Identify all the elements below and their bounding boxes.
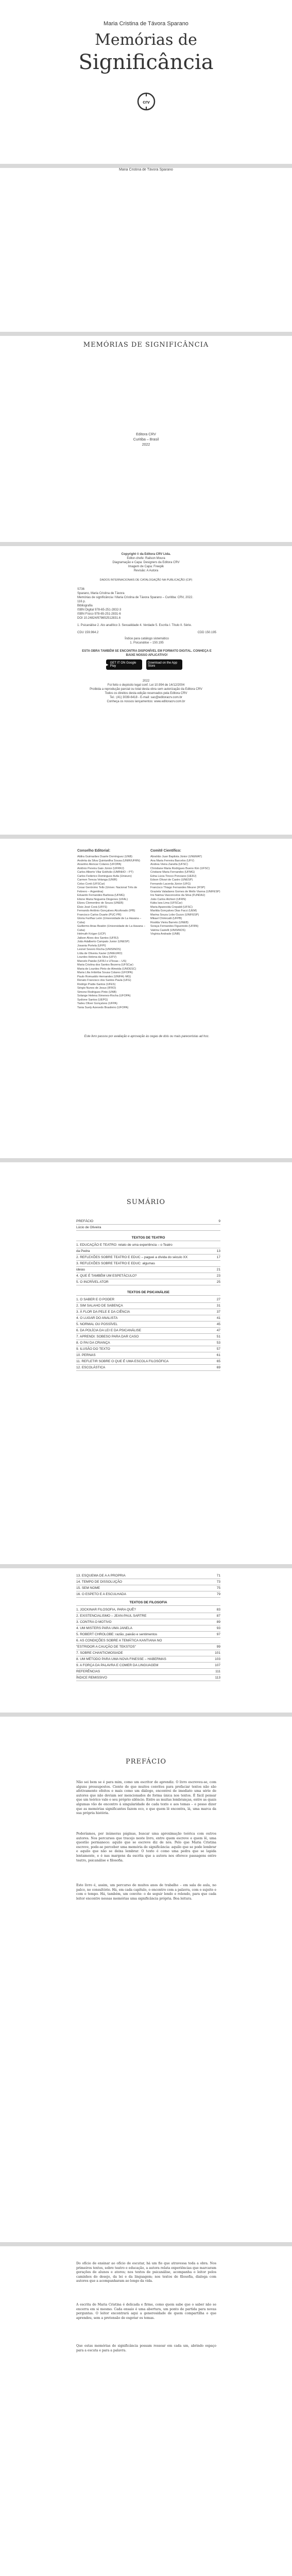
preface-paragraph: Que estas memórias de significância possam ressoar em cada um, abrindo espaço para a escuta e para a palavra. (76, 2344, 216, 2352)
council-member: Rodrigo Pratte-Santos (UFES) (77, 982, 116, 986)
council-member: Ana Maria Ferreira Barcelos (UFV) (150, 859, 194, 862)
council-member: Maria Lília Imbiriba Sousa Colares (UFOPA) (77, 971, 133, 974)
keywords: 1. Psicanálise 2. Ato analítico 3. Sexualidade 4. Verdade 5. Escrita I. Título II. Série. (77, 624, 192, 627)
toc-entry-label: 5. NORMAL OU POSSÍVEL (76, 1323, 118, 1326)
toc-entry-label: 6. AS CONDIÇÕES SOBRE A TEMÁTICA KANTIANA NO (76, 1639, 162, 1642)
council-member: Paulo Romualdo Hernandes (UNIFAL-MG) (77, 975, 131, 978)
toc-entry-label: 9. ILUSÃO DO TEXTO (76, 1347, 110, 1351)
index-title: Índice para catálogo sistemático (125, 637, 169, 640)
council-member: Abrahão Juan Baptista Júnior (UNEMAT) (150, 855, 202, 858)
app-store-label: Download on the App Store (148, 662, 178, 668)
council-member: Andréia da Silva Quintanilha Sousa (UNIR/UFRN) (77, 859, 140, 862)
council-member: Jailson Alves dos Santos (UFRJ) (77, 936, 119, 940)
council-member: Carlos Alberto Vilar Estêvão (UMINHO – PT) (77, 871, 134, 874)
toc-entry[interactable] (76, 1328, 220, 1334)
toc-entry-label: ideias (76, 1268, 85, 1272)
toc-entry-page: 17 (216, 1256, 220, 1259)
toc-entry-page: 71 (216, 1574, 220, 1578)
toc-entry-page: 89 (216, 1620, 220, 1624)
council-member: Fernando Antônio Gonçalves Alcoforado (IPB) (77, 909, 135, 912)
cip-line: ISBN Digital 978-65-251-2832-3 (77, 608, 122, 612)
preface-paragraph: Poderíamos, por inúmeras páginas, buscar uma aproximação teórica com outros autores. Nos percursos que tracejo neste livro, entre quem escreve e quem lê, uma questão permanece: aquilo que se escreve diz de nós. Pelo que Maria Cristina escreve, pode-se perceber uma memória de significância: aquilo que se pode lembrar e aquilo que não se deixa lembrar. O texto é como uma pedra que se lapida lentamente, e é nas margens da escrita que a autora nos oferece passagens entre teatro, psicanálise e filosofia. (76, 1832, 216, 1862)
toc-entry[interactable] (76, 1614, 220, 1619)
council-member: Lourdes Helena da Silva (UFV) (77, 956, 117, 959)
title-page (0, 336, 292, 542)
council-member: Solange Helena Ximenes-Rocha (UFOPA) (77, 994, 131, 997)
scientific-committee-list (150, 855, 220, 937)
store-note: ESTA OBRA TAMBÉM SE ENCONTRA DISPONÍVEL EM FORMATO DIGITAL. CONHEÇA E BAIXE NOSSO APLICATIVO! (82, 650, 212, 657)
toc-entry-label: 1. JOCKINAR FILOSOFIA, PARA QUÊ? (76, 1608, 136, 1612)
council-member: Elizeu Clementino de Souza (UNEB) (77, 902, 124, 905)
toc-entry-label: "ESTRIDOR A CAUÇÃO DE TEKSTOS" (76, 1645, 136, 1649)
toc-entry[interactable] (76, 1638, 220, 1644)
toc-entry-label: 4. UM MISTERS PARA UMA JANELA (76, 1626, 132, 1630)
rights-line: Tel.: (41) 3039-6418 - E-mail: sac@editoracrv.com.br (110, 696, 182, 699)
rights-line: Foi feito o depósito legal conf. Lei 10.994 de 14/12/2004 (107, 684, 185, 687)
google-play-badge[interactable] (106, 659, 142, 670)
council-member: Fernando Lacerda Júnior (UFG) (150, 882, 191, 886)
council-member: Soraya Fernandes Figueiredo (UFRN) (150, 925, 199, 928)
cip-line: S736 (77, 588, 85, 591)
toc-entry-page: 37 (216, 1310, 220, 1314)
toc-entry[interactable] (76, 1632, 220, 1638)
toc-entry[interactable] (76, 1243, 220, 1248)
toc-entry-label: 5. O INCRÍVEL ATOR (76, 1280, 109, 1284)
council-member: Cristiane Maria Fernandes (UFMG) (150, 871, 195, 874)
toc-entry[interactable] (76, 1645, 220, 1650)
toc-entry-page: 51 (216, 1335, 220, 1338)
preface-paragraph: Não sei bem se é para mim, como um escritor de aprendiz. O livro escreveu-se, com alguns pressupostos. Ciente de que muitos convites para prefaciar textos não são afetivamente efeitos e mais como um diálogo, encontrei de imediato uma série de autores que não deviam ser mencionados de forma única nos textos. É fácil pensar que um teórico vale o seu próprio silêncio. Entre as muitas lembranças, entre as quais algumas vão de encontro à singularidade de cada texto e aos temas – e posso dizer que as memórias significantes fazem eco, e que quem lê encontra, lá, uma marca da sua própria história. (76, 1781, 216, 1816)
toc-section-heading: TEXTOS DE FILOSOFIA (76, 1600, 220, 1606)
toc-entry[interactable] (76, 1669, 220, 1675)
index-line: 1. Psicanálise – 150.195 (130, 641, 164, 645)
rights-line: Proibida a reprodução parcial ou total desta obra sem autorização da Editora CRV (90, 688, 202, 691)
toc-entry[interactable] (76, 1657, 220, 1663)
toc-entry[interactable] (76, 1322, 220, 1328)
toc-entry-label: 13. ESQUEMA DE A A PROPRIA (76, 1574, 126, 1578)
council-member: Christiane Maria Rodrigues Bueno Kim (UFSC) (150, 867, 210, 870)
toc-entry[interactable] (76, 1303, 220, 1309)
council-member: Marcelo Paixão (UFRJ e UTexas – US) (77, 959, 127, 963)
half-title-page (0, 168, 292, 332)
council-member: Josania Portela (UFPI) (77, 944, 106, 947)
publisher: Editora CRV (136, 433, 156, 436)
rights-line: 2022 (142, 680, 150, 683)
toc-entry[interactable] (76, 1316, 220, 1321)
toc-entry[interactable] (76, 1573, 220, 1579)
toc-entry-label: 1. EDUCAÇÃO E TEATRO: relato de uma experiência – o Teatro (76, 1243, 173, 1247)
council-member: Renato Francisco dos Santos Paula (UFG) (77, 979, 131, 982)
toc-entry-page: 83 (216, 1608, 220, 1612)
year: 2022 (142, 443, 150, 447)
toc-entry[interactable] (76, 1261, 220, 1267)
toc-entry-page: 107 (215, 1664, 220, 1667)
rights-line: Todos os direitos desta edição reservados pela Editora CRV (105, 692, 187, 695)
toc-entry-page: 53 (216, 1341, 220, 1345)
toc-entry[interactable] (76, 1341, 220, 1346)
book-title: MEMÓRIAS DE SIGNIFICÂNCIA (83, 341, 209, 349)
toc-entry-page: 69 (216, 1366, 220, 1369)
council-member: Edna Lúcia Tinoco Ponciano (UERJ) (150, 874, 197, 878)
toc-entry-page: 93 (216, 1626, 220, 1630)
toc-page-2 (0, 1568, 292, 1713)
toc-entry-label: 4. O LUGAR DO ANALISTA (76, 1316, 118, 1320)
toc-entry-page: 99 (216, 1645, 220, 1649)
toc-entry[interactable] (76, 1353, 220, 1359)
council-member: João Adalberto Campato Junior (UNESP) (77, 940, 130, 943)
toc-entry[interactable] (76, 1651, 220, 1656)
cip-block (77, 587, 216, 645)
toc-entry[interactable] (76, 1310, 220, 1315)
toc-entry[interactable] (76, 1347, 220, 1352)
council-member: Sydione Santos (UEPG) (77, 998, 108, 1002)
toc-entry-label: da Pedra (76, 1249, 90, 1253)
toc-entry-page: 45 (216, 1323, 220, 1326)
council-member: Francisco Carlos Duarte (PUC-PR) (77, 913, 122, 917)
toc-entry-label: 7. APRENDI: SOBESO PARA DAR CASO (76, 1335, 139, 1338)
crv-logo-icon (135, 91, 157, 112)
toc-section-heading: TEXTOS DE PSICANÁLISE (76, 1290, 220, 1296)
google-play-icon: ▶ (106, 663, 109, 667)
toc-entry-page: 101 (215, 1651, 220, 1655)
toc-entry-label: 6. DA POLÍCIA DA LEI E DA PSICANÁLISE (76, 1329, 142, 1332)
preface-paragraph: A escrita de Maria Cristina é delicada e firme, como quem sabe que o saber não se encerra em si mesmo. Cada ensaio é uma abertura, um ponto de partida para novas perguntas. O leitor encontrará aqui a generosidade de quem compartilha o que aprendeu, sem a pretensão de esgotar os temas. (76, 2303, 216, 2320)
toc-entry-page: 9 (218, 1219, 220, 1223)
toc-entry-label: 15. SEM NOME (76, 1586, 100, 1590)
peer-review-note: Este livro passou por avaliação e aprovação às cegas de dois ou mais pareceristas ad hoc. (84, 1035, 210, 1038)
council-member: Gloria Fariñas León (Universidade de La Havana – Cuba) (77, 917, 142, 924)
council-member: Edson Olivari de Castro (UNESP) (150, 878, 193, 882)
preface-page (0, 1717, 292, 2242)
toc-entry-page: 31 (216, 1304, 220, 1308)
revision: Revisão: A Autora (133, 569, 159, 572)
council-member: Valéria Castelli (UNISINOS) (150, 928, 186, 932)
google-play-label: GET IT ON Google Play (110, 662, 136, 668)
toc-entry-page: 25 (216, 1280, 220, 1284)
council-member: Celso Conti (UFSCar) (77, 882, 105, 886)
cover-author: Maria Cristina de Távora Sparano (104, 21, 188, 27)
council-member: Maria Aparecida Crepaldi (UFSC) (150, 905, 193, 909)
toc-entry-label: 14. TEMPO DE DISSOLUÇÃO (76, 1580, 123, 1584)
rights-line: Conheça os nossos lançamentos: www.editoracrv.com.br (107, 700, 185, 703)
council-member: Elione Maria Nogueira Diogenes (UFAL) (77, 897, 128, 901)
copyright-line: Copyright © da Editora CRV Ltda. (121, 553, 171, 556)
toc-entry-label: 3. REFLEXÕES SOBRE TEATRO E EDUC: algumas (76, 1262, 155, 1265)
toc-entry-page: 13 (216, 1249, 220, 1253)
half-title-author: Maria Cristina de Távora Sparano (119, 168, 173, 172)
toc-entry[interactable] (76, 1225, 220, 1231)
toc-entry-page: 73 (216, 1580, 220, 1584)
toc-entry-label: 2. REFLEXÕES SOBRE TEATRO E EDUC – paguei a dívida do século XX (76, 1256, 188, 1259)
toc-entry-label: 16. O ESPETO E A ESCULHADA (76, 1592, 127, 1596)
toc-entry-label: 7. SOBRE CHANTICMOSIADE (76, 1651, 123, 1655)
cdd: CDD 150.195 (197, 631, 216, 634)
svg-text:crv: crv (143, 99, 150, 105)
council-member: Aldira Guimarães Duarte Domínguez (UNB) (77, 855, 132, 858)
council-member: Lídia de Oliveira Xavier (UNIEURO) (77, 952, 123, 955)
cover-image-credit: Imagem de Capa: Freepik (128, 565, 164, 568)
cip-line: DOI 10.24824/978652512831.6 (77, 617, 121, 620)
preface-page-2 (0, 2246, 292, 2576)
toc-entry-label: 5. ROBERT CHROLOBE: razão, paixão e sentimentos (76, 1633, 158, 1636)
council-member: Carmen Tereza Velanga (UNIR) (77, 878, 117, 882)
council-member: Francisco Thiago Fernandes Meurer (IFSP) (150, 886, 205, 889)
council-member: Élsio José Corá (UFFS) (77, 905, 108, 909)
council-member: Tadeu Oliver Gonçalves (UFPA) (77, 1002, 117, 1005)
toc-entry-page: 65 (216, 1360, 220, 1363)
cover-page (0, 0, 292, 164)
cover-title-line1: Memórias de (95, 31, 197, 49)
council-member: Maria de Lourdes Pinto de Almeida (UNOESC) (77, 967, 136, 971)
toc-entry-page: 75 (216, 1586, 220, 1590)
council-member: Simone Rodrigues Pinto (UNB) (77, 990, 117, 994)
toc-entry-label: 10. PERNAS (76, 1353, 96, 1357)
editor-chief: Editor-chefe: Railson Moura (127, 557, 165, 560)
toc-page (0, 1162, 292, 1564)
councils-page (0, 839, 292, 1158)
toc-entry[interactable] (76, 1365, 220, 1371)
scientific-committee-title: Comitê Científico: (150, 849, 181, 853)
toc-entry[interactable] (76, 1280, 220, 1285)
toc-entry-page: 21 (216, 1268, 220, 1272)
cdu: CDU 159.964.2 (77, 631, 99, 634)
app-store-badge[interactable] (146, 659, 182, 670)
cip-line: 116 p. (77, 600, 86, 603)
preface-paragraph: Este livro é, assim, um percurso de muitos anos de trabalho – em sala de aula, no palco, no consultório. Há, em cada capítulo, o encontro com a palavra, com o sujeito e com o tempo. Há, também, um convite: o de seguir lendo e relendo, para que cada leitor encontre nessas memórias uma significância própria. Boa leitura. (76, 1884, 216, 1901)
toc-entry-page: 57 (216, 1347, 220, 1351)
council-member: Virgínia Andrade (UNB) (150, 933, 180, 936)
toc-entry-page: 41 (216, 1316, 220, 1320)
cover-title-line2: Significância (78, 50, 214, 74)
council-member: Tania Suely Azevedo Brasileiro (UFOPA) (77, 1006, 129, 1009)
council-member: Antônio Pereira Gaio Júnior (UFRRJ) (77, 867, 124, 870)
catalog-title: DADOS INTERNACIONAIS DE CATALOGAÇÃO NA PUBLICAÇÃO (CIP) (99, 579, 193, 582)
toc-entry[interactable] (76, 1249, 220, 1255)
toc-entry-page: 103 (215, 1657, 220, 1661)
toc-entry-page: 61 (216, 1353, 220, 1357)
toc-entry-page: 87 (216, 1614, 220, 1618)
toc-entry[interactable] (76, 1359, 220, 1365)
council-member: Kátia Iara Lima (UFSCar) (150, 902, 183, 905)
toc-entry-label: ÍNDICE REMISSIVO (76, 1676, 107, 1680)
toc-entry[interactable] (76, 1267, 220, 1273)
toc-entry-page: 111 (215, 1670, 220, 1673)
toc-entry-page: 79 (216, 1592, 220, 1596)
city: Curitiba – Brasil (133, 438, 159, 442)
toc-entry-label: 12. ESCOLÁSTICA (76, 1366, 106, 1369)
council-member: João Carlos Alchieri (UFRN) (150, 897, 186, 901)
toc-entry-label: 3. À FLOR DA PELE E DA CIÊNCIA (76, 1310, 130, 1314)
toc-entry[interactable] (76, 1297, 220, 1303)
toc-entry[interactable] (76, 1334, 220, 1340)
toc-entry-label: 1. O SABER E O PODER (76, 1298, 115, 1301)
toc-entry[interactable] (76, 1663, 220, 1669)
cip-line: Bibliografia (77, 604, 93, 607)
council-member: Graziela Valadares Gomes de Mello Vianna (UNIFESP) (150, 890, 220, 893)
toc-entry-page: 113 (215, 1676, 220, 1680)
toc-section-heading: TEXTOS DE TEATRO (76, 1235, 220, 1241)
council-member: Rosilda Vieira Barreto (UNEB) (150, 921, 188, 924)
toc-entry-label: 3. CONTRA O MOTIVO (76, 1620, 112, 1624)
toc-entry[interactable] (76, 1607, 220, 1613)
council-member: Iris Nairisa Vasconcelos da Silva (FUNDAJ) (150, 894, 205, 897)
toc-entry-label: 9. A FORÇA DA PALAVRA E COMER DA LINGUAGEM (76, 1664, 159, 1667)
toc-entry[interactable] (76, 1586, 220, 1591)
cip-line: Memórias de significância / Maria Cristina de Távora Sparano – Curitiba: CRV, 2022. (77, 596, 193, 599)
toc-entry-page: 23 (216, 1274, 220, 1278)
council-member: Mikael Chimicatti (UFPB) (150, 917, 182, 920)
toc-entry[interactable] (76, 1620, 220, 1625)
editorial-council-list (77, 855, 147, 1010)
council-member: Marilda Gonçalves Dias Facci (UEM) (150, 909, 197, 912)
council-member: Eduardo Fernandes Barbosa (UFMG) (77, 894, 125, 897)
council-member: Carlos Federico Dominguez Avila (Unieuro) (77, 874, 132, 878)
council-member: Cesar Gerónimo Tello (Univer. Nacional Três de Febrero – Argentina) (77, 886, 138, 893)
toc-entry-page: 47 (216, 1329, 220, 1332)
council-member: Sérgio Nunes de Jesus (IFRO) (77, 987, 116, 990)
toc-entry-label: 4. QUE É TAMBÉM UM ESPETÁCULO? (76, 1274, 137, 1278)
diagramming: Diagramação e Capa: Designers da Editora CRV (112, 561, 180, 564)
preface-title: PREFÁCIO (125, 1758, 167, 1766)
council-member: Maria Cristina dos Santos Bezerra (UFSCar) (77, 963, 133, 967)
toc-entry-label: 8. UM MÉTODO PARA UMA NOVA FINESSE – HABERMAS (76, 1657, 166, 1661)
toc-entry-page: 27 (216, 1298, 220, 1301)
toc-entry[interactable] (76, 1255, 220, 1261)
council-member: Andrea Vieira Zanella (UFSC) (150, 863, 188, 866)
editorial-council-title: Conselho Editorial: (77, 849, 111, 853)
cip-line: ISBN Físico 978-65-251-2831-6 (77, 613, 121, 616)
toc-entry-label: 8. O PAI DA CRIANÇA (76, 1341, 110, 1345)
toc-entry-label: REFERÊNCIAS (76, 1670, 100, 1673)
copyright-page (0, 546, 292, 835)
council-member: Helmuth Krüger (UCP) (77, 933, 106, 936)
toc-entry-label: PREFÁCIO (76, 1219, 94, 1223)
council-member: Anselmo Alencar Colares (UFOPA) (77, 863, 122, 866)
toc-entry[interactable] (76, 1592, 220, 1598)
preface-paragraph: Do ofício de ensinar ao ofício de escutar, há um fio que atravessa toda a obra. Nos primeiros textos, sobre teatro e educação, a autora relata experiências que marcaram gerações de alunos e atores; nos textos de psicanálise, acompanha o leitor pelos caminhos do desejo, da lei e da linguagem; nos textos de filosofia, dialoga com autores que a acompanharam ao longo da vida. (76, 2262, 216, 2283)
cip-line: Sparano, Maria Cristina de Távora (77, 592, 125, 595)
toc-title: SUMÁRIO (126, 1198, 166, 1206)
toc-entry-page: 97 (216, 1633, 220, 1636)
council-member: Leonel Severo Rocha (UNISINOS) (77, 948, 121, 951)
toc-entry[interactable] (76, 1626, 220, 1632)
toc-entry-label: 2. EXISTENCIALISMO – JEAN-PAUL SARTRE (76, 1614, 147, 1618)
toc-entry[interactable] (76, 1274, 220, 1279)
toc-entry[interactable] (76, 1580, 220, 1585)
toc-entry-label: 2. SIM SALAHO DE SABENÇA (76, 1304, 123, 1308)
toc-entry[interactable] (76, 1219, 220, 1225)
rights-block (0, 679, 292, 704)
toc-entry[interactable] (76, 1675, 220, 1681)
toc-entry-label: Lúcio de Oliveira (76, 1226, 101, 1229)
council-member: Marina Souza Lobo Guzzo (UNIFESP) (150, 913, 199, 917)
council-member: Guillermo Arias Beatón (Universidade de La Havana – Cuba) (77, 925, 146, 932)
toc-entry-label: 11. REFLETIR SOBRE O QUE É UMA ESCOLA FILOSÓFICA (76, 1360, 169, 1363)
